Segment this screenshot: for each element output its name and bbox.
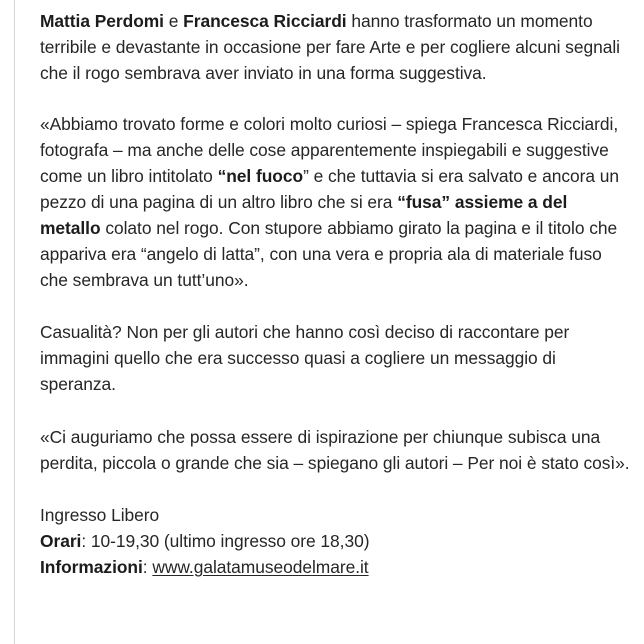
opening-hours-value: : 10-19,30 (ultimo ingresso ore 18,30) [81,531,370,551]
quote-text-3: colato nel rogo. Con stupore abbiamo girato la pagina e il titolo che appariva era “angelo di latta”, con una vera e propria ala di materiale fuso che sembrava un tutt’uno». [40,218,618,290]
paragraph-authors-text: hanno trasformato un momento terribile e devastante in occasione per fare Arte e per cogliere alcuni segnali che il rogo sembrava aver inviato in una forma suggestiva. [40,11,620,83]
bold-book-title: “nel fuoco [217,166,304,186]
information-separator: : [142,557,153,577]
entry-info: Ingresso Libero [40,505,160,525]
information-line [40,554,630,580]
paragraph-quote-authors: «Ci auguriamo che possa essere di ispirazione per chiunque subisca una perdita, piccola o grande che sia – spiegano gli autori – Per noi è stato così». [40,427,630,473]
paragraph-quote-photographer [40,111,630,293]
author-name-mattia: Mattia Perdomi [40,11,164,31]
left-border [14,0,15,644]
paragraph-authors [40,8,630,86]
bold-fused-metal: “fusa” assieme a del metallo [40,192,568,238]
information-label: Informazioni [40,557,143,577]
opening-hours [40,528,630,554]
quote-text-2: ” e che tuttavia si era salvato e ancora un pezzo di una pagina di un altro libro che si era [40,166,619,212]
paragraph-coincidence: Casualità? Non per gli autori che hanno così deciso di raccontare per immagini quello che era successo quasi a cogliere un messaggio di speranza. [40,322,570,394]
conjunction: e [163,11,184,31]
quote-text-1: «Abbiamo trovato forme e colori molto curiosi – spiega Francesca Ricciardi, fotografa – ma anche delle cose apparentemente inspiegabili e suggestive come un libro intitolato [40,114,619,186]
museum-website-link[interactable]: www.galatamuseodelmare.it [152,557,369,577]
article-body [40,8,630,580]
author-name-francesca: Francesca Ricciardi [183,11,347,31]
opening-hours-label: Orari [40,531,82,551]
